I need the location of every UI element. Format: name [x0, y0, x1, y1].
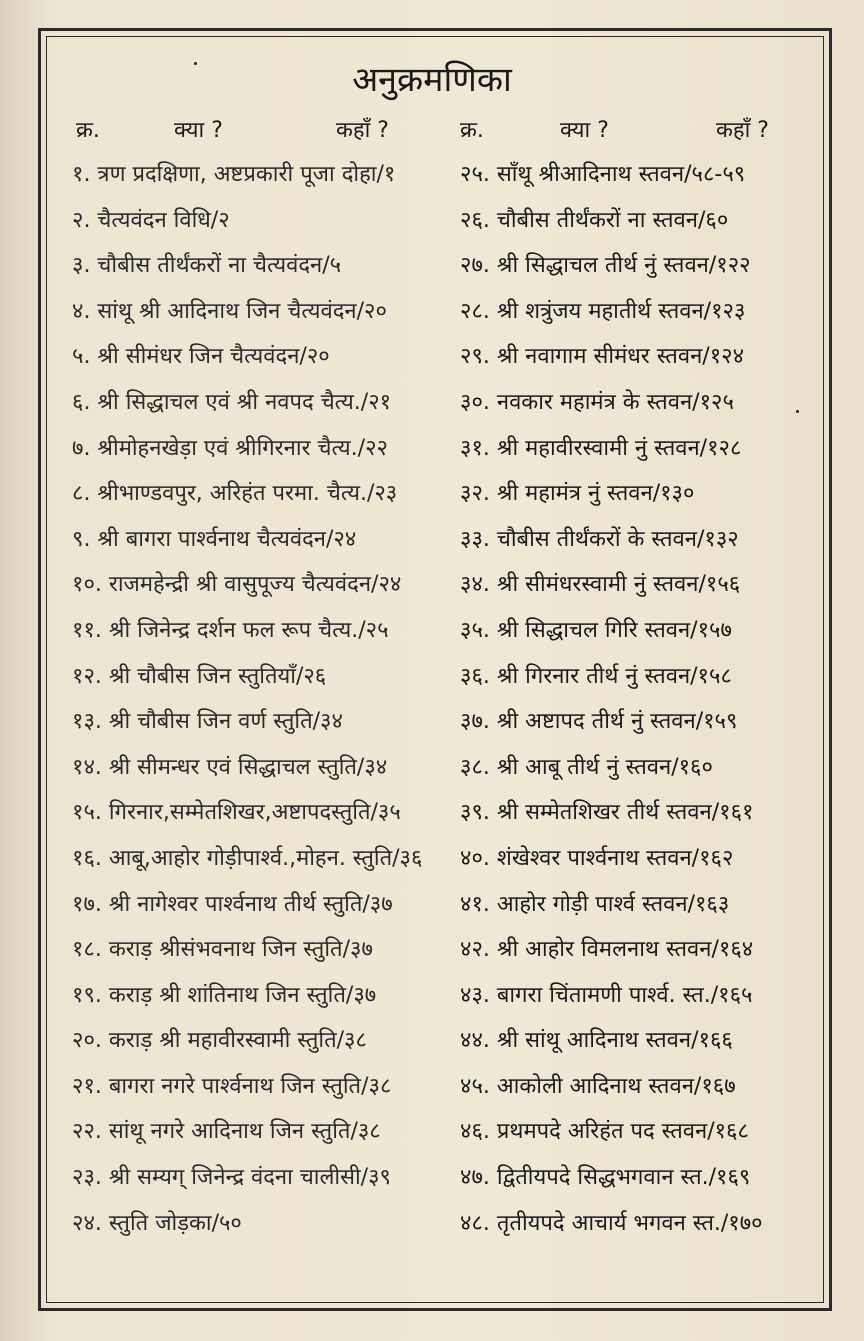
- index-entry: २०. कराड़ श्री महावीरस्वामी स्तुति/३८: [72, 1028, 367, 1054]
- index-entry: १२. श्री चौबीस जिन स्तुतियाँ/२६: [72, 663, 327, 689]
- index-entry: ३६. श्री गिरनार तीर्थ नुं स्तवन/१५८: [460, 663, 732, 689]
- left-header-where: कहाँ ?: [336, 118, 389, 143]
- index-entry: ३३. चौबीस तीर्थंकरों के स्तवन/१३२: [460, 526, 739, 552]
- index-entry: ६. श्री सिद्धाचल एवं श्री नवपद चैत्य./२१: [72, 389, 392, 415]
- index-entry: ३. चौबीस तीर्थंकरों ना चैत्यवंदन/५: [72, 253, 342, 279]
- index-entry: २१. बागरा नगरे पार्श्वनाथ जिन स्तुति/३८: [72, 1073, 392, 1099]
- index-entry: ३०. नवकार महामंत्र के स्तवन/१२५: [460, 389, 734, 415]
- index-entry: ४२. श्री आहोर विमलनाथ स्तवन/१६४: [460, 937, 754, 963]
- index-entry: ४७. द्वितीयपदे सिद्धभगवान स्त./१६९: [460, 1165, 751, 1191]
- index-entry: २७. श्री सिद्धाचल तीर्थ नुं स्तवन/१२२: [460, 253, 751, 279]
- index-entry: १. त्रण प्रदक्षिणा, अष्टप्रकारी पूजा दोहा/१: [72, 162, 396, 187]
- page-title: अनुक्रमणिका: [352, 60, 512, 100]
- index-entry: २. चैत्यवंदन विधि/२: [72, 207, 230, 233]
- index-entry: ४५. आकोली आदिनाथ स्तवन/१६७: [460, 1073, 736, 1099]
- index-entry: ७. श्रीमोहनखेड़ा एवं श्रीगिरनार चैत्य./२२: [72, 435, 388, 461]
- right-index-list: [460, 152, 790, 1246]
- index-entry: १५. गिरनार,सम्मेतशिखर,अष्टापदस्तुति/३५: [72, 800, 401, 826]
- index-entry: १८. कराड़ श्रीसंभवनाथ जिन स्तुति/३७: [72, 937, 373, 963]
- index-entry: ४. सांथू श्री आदिनाथ जिन चैत्यवंदन/२०: [72, 298, 387, 324]
- index-entry: २६. चौबीस तीर्थंकरों ना स्तवन/६०: [460, 207, 729, 233]
- index-entry: २४. स्तुति जोड़का/५०: [72, 1210, 242, 1236]
- index-entry: ३५. श्री सिद्धाचल गिरि स्तवन/१५७: [460, 617, 732, 643]
- print-speck: [796, 410, 799, 413]
- index-entry: ४१. आहोर गोड़ी पार्श्व स्तवन/१६३: [460, 891, 730, 917]
- index-entry: १४. श्री सीमन्धर एवं सिद्धाचल स्तुति/३४: [72, 754, 388, 780]
- right-column-header: [460, 116, 790, 146]
- index-entry: २५. साँथू श्रीआदिनाथ स्तवन/५८-५९: [460, 162, 746, 187]
- index-entry: ८. श्रीभाण्डवपुर, अरिहंत परमा. चैत्य./२३: [72, 481, 398, 507]
- index-entry: ९. श्री बागरा पार्श्वनाथ चैत्यवंदन/२४: [72, 526, 357, 552]
- index-entry: ४४. श्री सांथू आदिनाथ स्तवन/१६६: [460, 1028, 733, 1054]
- right-header-what: क्या ?: [560, 118, 609, 143]
- left-index-list: [72, 152, 440, 1246]
- index-entry: ३२. श्री महामंत्र नुं स्तवन/१३०: [460, 481, 695, 507]
- index-entry: ३८. श्री आबू तीर्थ नुं स्तवन/१६०: [460, 754, 713, 780]
- index-entry: ५. श्री सीमंधर जिन चैत्यवंदन/२०: [72, 344, 330, 370]
- index-entry: ४३. बागरा चिंतामणी पार्श्व. स्त./१६५: [460, 982, 753, 1008]
- index-entry: १३. श्री चौबीस जिन वर्ण स्तुति/३४: [72, 709, 343, 735]
- index-entry: ३४. श्री सीमंधरस्वामी नुं स्तवन/१५६: [460, 572, 741, 598]
- right-header-number: क्र.: [460, 118, 484, 143]
- left-header-what: क्या ?: [174, 118, 223, 143]
- right-header-where: कहाँ ?: [716, 118, 769, 143]
- left-column-header: [72, 116, 440, 146]
- index-entry: २२. सांथू नगरे आदिनाथ जिन स्तुति/३८: [72, 1119, 381, 1145]
- index-entry: ४०. शंखेश्वर पार्श्वनाथ स्तवन/१६२: [460, 845, 734, 871]
- index-entry: २९. श्री नवागाम सीमंधर स्तवन/१२४: [460, 344, 745, 370]
- index-entry: २८. श्री शत्रुंजय महातीर्थ स्तवन/१२३: [460, 298, 746, 324]
- index-entry: १७. श्री नागेश्वर पार्श्वनाथ तीर्थ स्तुति/३७: [72, 891, 393, 917]
- index-entry: १९. कराड़ श्री शांतिनाथ जिन स्तुति/३७: [72, 982, 377, 1008]
- index-entry: ४८. तृतीयपदे आचार्य भगवन स्त./१७०: [460, 1210, 763, 1236]
- index-entry: ३९. श्री सम्मेतशिखर तीर्थ स्तवन/१६१: [460, 800, 754, 826]
- index-entry: ३७. श्री अष्टापद तीर्थ नुं स्तवन/१५९: [460, 709, 738, 735]
- index-entry: ३१. श्री महावीरस्वामी नुं स्तवन/१२८: [460, 435, 742, 461]
- index-entry: १६. आबू,आहोर गोड़ीपार्श्व.,मोहन. स्तुति/३६: [72, 845, 423, 871]
- left-header-number: क्र.: [76, 118, 100, 143]
- index-entry: ४६. प्रथमपदे अरिहंत पद स्तवन/१६८: [460, 1119, 749, 1145]
- index-entry: २३. श्री सम्यग् जिनेन्द्र वंदना चालीसी/३९: [72, 1165, 391, 1191]
- index-entry: १०. राजमहेन्द्री श्री वासुपूज्य चैत्यवंदन/२४: [72, 572, 402, 598]
- index-entry: ११. श्री जिनेन्द्र दर्शन फल रूप चैत्य./२५: [72, 617, 389, 643]
